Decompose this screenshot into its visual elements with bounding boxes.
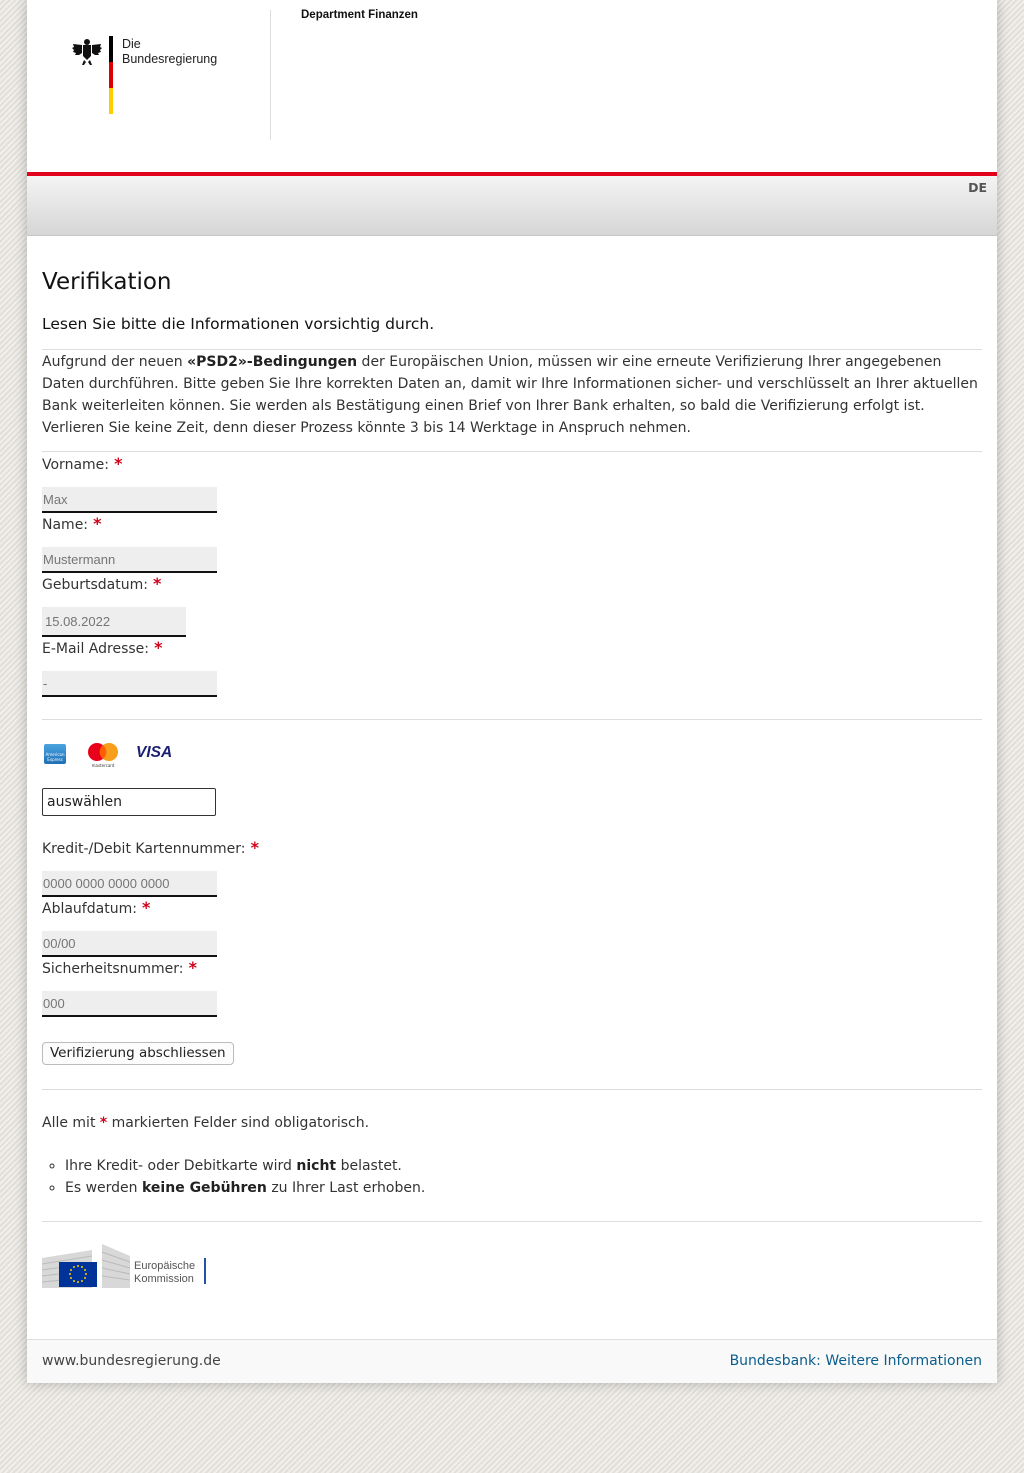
intro-text-part-1: Aufgrund der neuen [42, 354, 188, 370]
intro-text-part-2: der Europäischen Union, müssen wir eine erneute Verifizierung Ihrer angegebenen Daten durchführen. Bitte geben Sie Ihre korrekten Daten an, damit wir Ihre Informationen sicher- und verschlüsselt an Ihrer aktuellen Bank weiterleiten können. Sie werden als Bestätigung einen Brief von Ihrer Bank erhalten, so bald die Verifizierung erfolgt ist. Verlieren Sie keine Zeit, denn dieser Prozess könnte 3 bis 14 Werktage in Anspruch nehmen. [42, 354, 978, 436]
bullet-1-post: belastet. [336, 1158, 402, 1174]
expiry-label-row [42, 898, 982, 920]
email-input[interactable] [42, 671, 217, 697]
divider [42, 451, 982, 452]
expiry-input[interactable] [42, 931, 217, 957]
required-mark: * [142, 898, 151, 917]
bullet-1-pre: Ihre Kredit- oder Debitkarte wird [65, 1158, 297, 1174]
language-switch[interactable]: DE [968, 180, 987, 195]
cvv-label-row [42, 958, 982, 980]
required-mark: * [114, 454, 123, 473]
required-mark: * [154, 638, 163, 657]
main-content [27, 236, 997, 1312]
email-label: E-Mail Adresse: [42, 641, 149, 657]
site-header [27, 0, 997, 172]
eu-logo-bar [204, 1258, 206, 1284]
lastname-label: Name: [42, 517, 89, 533]
bullet-2-post: zu Ihrer Last erhoben. [266, 1180, 426, 1196]
card-number-label: Kredit-/Debit Kartennummer: [42, 841, 246, 857]
bullet-2-bold: keine Gebühren [142, 1180, 267, 1196]
lastname-input[interactable] [42, 547, 217, 573]
email-label-row [42, 638, 982, 660]
department-title: Department Finanzen [301, 9, 418, 21]
required-mark: * [93, 514, 102, 533]
logo-line-1: Die [122, 37, 141, 51]
bullet-2-pre: Es werden [65, 1180, 142, 1196]
birthdate-input[interactable] [42, 607, 186, 637]
logo-line-2: Bundesregierung [122, 52, 218, 66]
list-item [65, 1155, 982, 1177]
required-mark: * [153, 574, 162, 593]
card-type-select[interactable]: auswählen [42, 788, 216, 816]
mandatory-notice-post: markierten Felder sind obligatorisch. [107, 1115, 370, 1131]
birthdate-label-row [42, 574, 982, 596]
required-mark: * [188, 958, 197, 977]
submit-button[interactable]: Verifizierung abschliessen [42, 1042, 234, 1065]
cvv-input[interactable] [42, 991, 217, 1017]
card-type-row [42, 788, 982, 816]
page-container [27, 0, 997, 1383]
eu-logo-line-1: Europäische [134, 1260, 196, 1272]
expiry-label: Ablaufdatum: [42, 901, 137, 917]
mastercard-label: mastercard [91, 763, 115, 768]
bundesregierung-logo[interactable] [71, 36, 271, 116]
divider [42, 1089, 982, 1090]
eu-logo-text [134, 1260, 195, 1286]
mandatory-notice-pre: Alle mit [42, 1115, 100, 1131]
page-subtitle: Lesen Sie bitte die Informationen vorsichtig durch. [42, 315, 435, 333]
navigation-bar [27, 176, 997, 236]
required-mark: * [250, 838, 259, 857]
footer-site-url: www.bundesregierung.de [42, 1353, 221, 1369]
required-mark: * [99, 1115, 108, 1131]
verification-form [42, 454, 982, 1065]
cvv-label: Sicherheitsnummer: [42, 961, 184, 977]
logo-text [122, 37, 217, 67]
mastercard-icon [86, 742, 120, 768]
lastname-label-row [42, 514, 982, 536]
info-list [42, 1155, 982, 1199]
list-item [65, 1177, 982, 1199]
amex-label: American Express [45, 752, 65, 762]
card-number-input[interactable] [42, 871, 217, 897]
amex-card-icon [44, 744, 66, 764]
bundesbank-info-link[interactable]: Bundesbank: Weitere Informationen [729, 1353, 982, 1369]
card-number-label-row [42, 838, 982, 860]
federal-eagle-icon [71, 36, 103, 68]
eu-commission-logo [42, 1222, 982, 1312]
birthdate-label: Geburtsdatum: [42, 577, 148, 593]
card-brand-logos [42, 720, 982, 786]
site-footer [27, 1339, 997, 1383]
submit-row [42, 1042, 982, 1065]
eu-logo-line-2: Kommission [134, 1273, 194, 1285]
mandatory-notice [42, 1113, 982, 1133]
visa-card-icon: VISA [136, 744, 173, 761]
firstname-label: Vorname: [42, 457, 109, 473]
firstname-label-row [42, 454, 982, 476]
german-flag-bar [109, 36, 113, 114]
firstname-input[interactable] [42, 487, 217, 513]
bullet-1-bold: nicht [296, 1158, 337, 1174]
page-title: Verifikation [42, 269, 172, 295]
header-divider [270, 10, 271, 140]
intro-text [42, 350, 982, 451]
intro-text-bold: «PSD2»-Bedingungen [187, 354, 358, 370]
